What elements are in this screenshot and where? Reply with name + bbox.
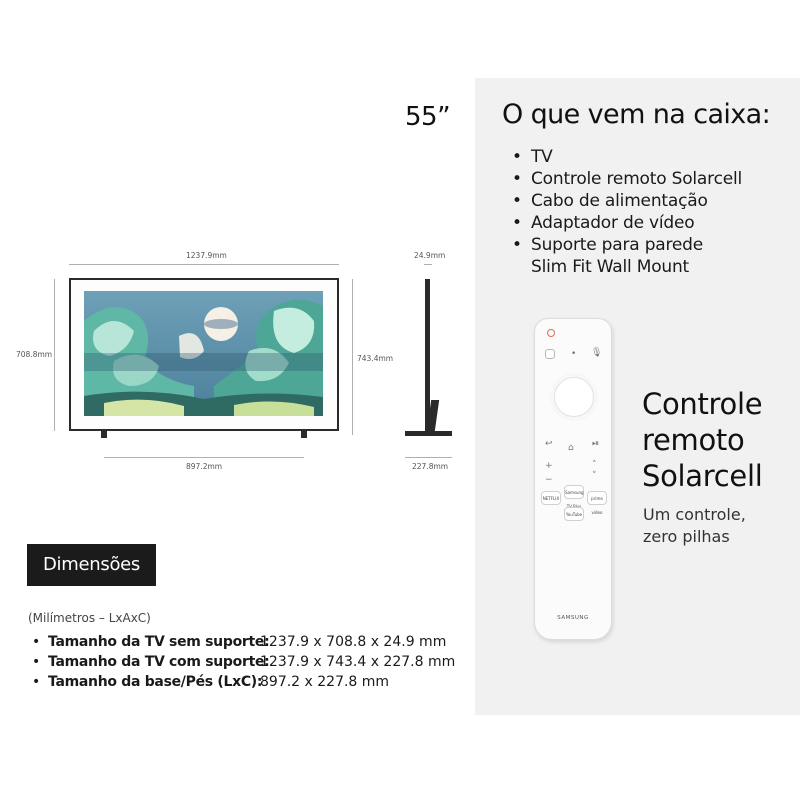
remote-subheading: Um controle, zero pilhas	[643, 505, 746, 546]
height-dimension-line	[54, 279, 55, 431]
feet-width-label: 897.2mm	[186, 462, 223, 471]
height-label: 708.8mm	[16, 350, 53, 359]
artwork-svg	[84, 291, 323, 416]
list-item-continuation: Slim Fit Wall Mount	[531, 257, 690, 277]
list-item: • Controle remoto Solarcell	[512, 169, 743, 189]
dimensions-badge: Dimensões	[27, 544, 156, 586]
depth-label: 24.9mm	[414, 251, 446, 260]
tv-left-foot	[101, 431, 107, 438]
base-depth-dimension-line	[405, 457, 452, 458]
box-contents-list	[512, 146, 742, 278]
height-stand-dimension-line	[352, 279, 353, 435]
remote-heading: Controle remoto Solarcell	[642, 387, 763, 493]
youtube-button: YouTube	[564, 507, 584, 521]
width-dimension-line	[69, 264, 339, 265]
play-pause-icon: ⏯	[592, 439, 600, 449]
samsung-tv-plus-button: Samsung	[564, 485, 584, 499]
width-label: 1237.9mm	[186, 251, 227, 260]
dpad-button	[554, 377, 594, 417]
volume-up-icon: +	[545, 461, 553, 471]
height-stand-label: 743.4mm	[357, 354, 394, 363]
tv-front-illustration	[69, 278, 339, 431]
tv-right-foot	[301, 431, 307, 438]
channel-down-icon: ˅	[592, 471, 597, 481]
base-depth-label: 227.8mm	[412, 462, 449, 471]
samsung-logo: SAMSUNG	[557, 615, 589, 621]
remote-control-illustration	[534, 318, 612, 640]
list-item: • Cabo de alimentação	[512, 191, 708, 211]
list-item: • TV	[512, 147, 553, 167]
feet-width-dimension-line	[104, 457, 304, 458]
netflix-button: NETFLIX	[541, 491, 561, 505]
volume-down-icon: −	[545, 475, 553, 485]
tv-size-label: 55”	[405, 102, 451, 132]
box-contents-title: O que vem na caixa:	[502, 99, 771, 130]
power-icon	[547, 329, 555, 337]
dimensions-unit-note: (Milímetros – LxAxC)	[28, 611, 151, 625]
home-icon: ⌂	[568, 443, 574, 453]
list-item: • Suporte para parede	[512, 235, 704, 255]
depth-dimension-line	[424, 264, 432, 265]
dot-icon: •	[571, 349, 577, 359]
back-icon: ↩	[545, 439, 553, 449]
channel-up-icon: ˄	[592, 460, 597, 470]
tv-artwork-image	[84, 291, 323, 416]
microphone-icon: 🎙	[591, 348, 603, 358]
tv-side-stand-base	[405, 431, 452, 436]
list-item: • Adaptador de vídeo	[512, 213, 695, 233]
prime-video-button: prime video	[587, 491, 607, 505]
number-pad-icon	[545, 349, 555, 359]
